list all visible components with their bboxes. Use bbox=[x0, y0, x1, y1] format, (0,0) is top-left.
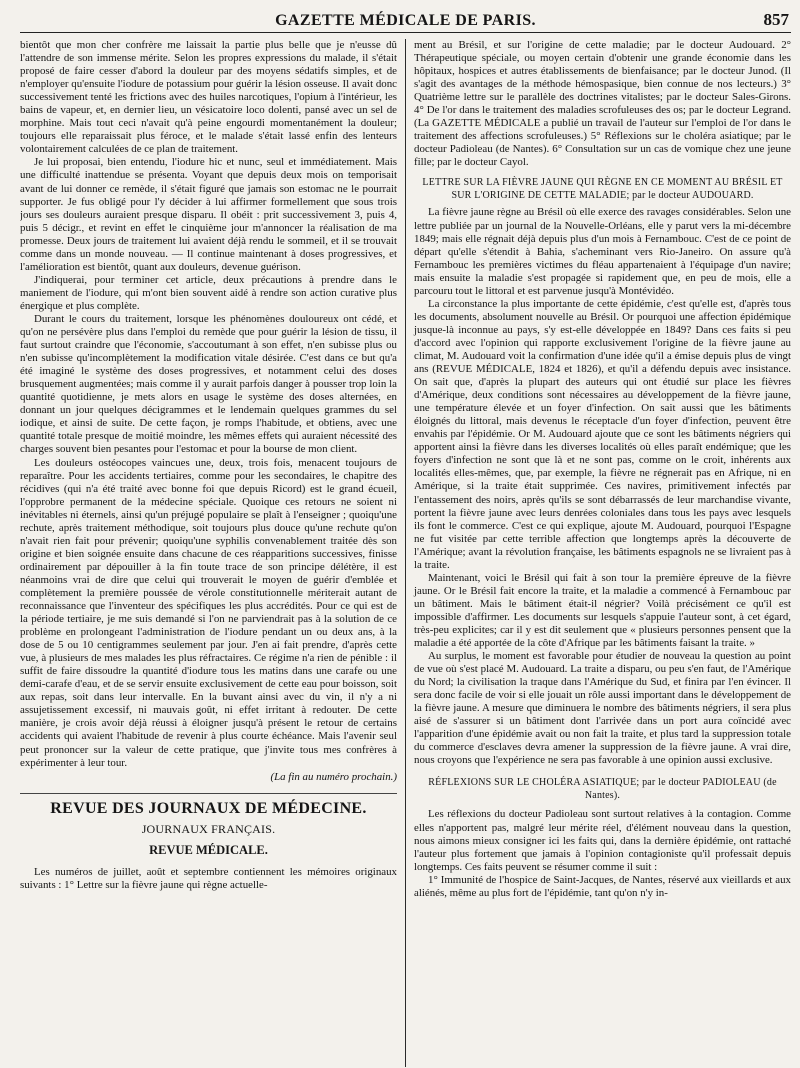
journal-title: GAZETTE MÉDICALE DE PARIS. bbox=[275, 12, 536, 29]
paragraph: Les douleurs ostéocopes vaincues une, deux, trois fois, menacent toujours de reparaître. Pour les accidents tertiaires, comme pour les secondaires, le chapitre des récidives (qui n'a été traité avec bonne foi que depuis Ricord) est le grand écueil, l'opprobre permanent de la médecine spéciale. Quoique ces retours ne soient ni inévitables ni éternels, ainsi qu'un préjugé populaire se plaît à l'enseigner ; quoiqu'une rechute, après traitement méthodique, soit toujours plus douce qu'une rechute qu'on n'avait rien fait pour prévenir; quoiqu'une syphilis convenablement traitée dès son origine et bien soignée ensuite dans chacune de ces réapparitions successives, finisse ordinairement par dépouiller à la fin toute trace de son principe délétère, il est néanmoins vrai de dire que celui qui trouverait le moyen de guérir d'emblée et complètement la première poussée de vérole constitutionnelle mériterait autant de reconnaissance que l'inventeur des spécifiques les plus accrédités. Pour ce qui est de la période tertiaire, je me suis demandé si l'on ne parviendrait pas à la solution de ce problème en prolongeant l'administration de l'iodure pendant un ou deux ans, à la dose de 5 ou 10 centigrammes seulement par jour. J'en ai fait prendre, d'après cette vue, à plusieurs de mes malades les plus réfractaires. Ce régime n'a rien de pénible : il suffit de faire dissoudre la quantité d'iodure tous les matins dans une carafe ou une demi-carafe d'eau, et de se servir ensuite exclusivement de cette eau pour boisson, soit aux repas, soit dans leur intervalle. En la buvant ainsi avec du vin, il n'y a ni assujetissement excessif, ni mauvais goût, ni effet irritant à redouter. De cette manière, je crois avoir déjà réussi à éloigner jusqu'à présent le retour de certains accidents qui avaient l'habitude de revenir à plus courte échéance. Mais l'avenir seul peut prononcer sur la valeur de cette pratique, que j'invite tous mes confrères à expérimenter à leur tour. bbox=[20, 456, 397, 769]
paragraph: Maintenant, voici le Brésil qui fait à son tour la première épreuve de la fièvre jaune. Or le Brésil fait encore la traite, et la maladie a commencé à Fernambouc par un bâtiment. Mais le bâtiment était-il négrier? Voilà précisément ce qu'il est impossible d'affirmer. Les documents sur lesquels s'appuie l'auteur sont, à cet égard, très-peu explicites; car il y est dit seulement que « plusieurs personnes pensent que la maladie a été apportée de la côte d'Afrique par les bâtiments faisant la traite. » bbox=[414, 571, 791, 650]
section-title: REVUE DES JOURNAUX DE MÉDECINE. bbox=[50, 799, 367, 817]
subsection-title: REVUE MÉDICALE. bbox=[149, 842, 268, 857]
paragraph: La circonstance la plus importante de cette épidémie, c'est qu'elle est, d'après tous les documents, absolument nouvelle au Brésil. Or pourquoi une affection épidémique jusque-là inconnue au pays, s'y est-elle développée en 1849? Dans ces faits si peu d'accord avec l'opinion qui rapporte exclusivement l'origine de la fièvre jaune au climat, M. Audouard voit la confirmation d'une idée qu'il a émise depuis plus de vingt ans (REVUE MÉDICALE, 1824 et 1826), et qu'il a défendu depuis avec insistance. On sait que, d'après la plupart des auteurs qui ont étudié sur place les fièvres d'Amérique, deux conditions sont nécessaires au développement de la fièvre jaune, une température élevée et un foyer d'infection. On sait aussi que les bâtiments éloignés du littoral, mais devenus le réceptacle d'un foyer d'infection, peuvent être envahis par l'épidémie. Or M. Audouard ajoute que ce sont les bâtiments négriers qui apportent ainsi la fièvre dans les diverses localités où elles paraît endémique; que les foyers d'infection ne sont que là et ne sont pas, comme on le croit, inhérents aux localités elles-mêmes, que, par exemple, la fièvre ne régnerait pas en Afrique, ni en Amérique, si la traite était supprimée. Ces navires, primitivement infectés par l'entassement des noirs, après qu'ils se sont débarrassés de leur marchandise vivante, portent la fièvre jaune avec leurs denrées coloniales dans tous les pays avec lesquels ils font le commerce. C'est ce qui explique, ajoute M. Audouard, pourquoi l'Espagne ne fut visitée par cette terrible affection que longtemps après la découverte de l'Amérique; avant la révolution française, les bâtiments espagnols ne se livraient pas à la traite. bbox=[414, 297, 791, 571]
paragraph: 1° Immunité de l'hospice de Saint-Jacques, de Nantes, réservé aux vieillards et aux aliénés, même au plus fort de l'épidémie, tant qu'on n'y in- bbox=[414, 873, 791, 899]
page-number: 857 bbox=[763, 10, 789, 29]
paragraph: J'indiquerai, pour terminer cet article, deux précautions à prendre dans le maniement de l'iodure, qui m'ont bien souvent aidé à rendre son action curative plus énergique et plus complète. bbox=[20, 273, 397, 312]
paragraph: Les numéros de juillet, août et septembre contiennent les mémoires originaux suivants : 1° Lettre sur la fièvre jaune qui règne actuelle- bbox=[20, 865, 397, 891]
right-column bbox=[406, 39, 791, 1067]
paragraph: Je lui proposai, bien entendu, l'iodure hic et nunc, seul et immédiatement. Mais une difficulté inattendue se présenta. Voyant que depuis deux mois on temporisait avant de lui donner ce remède, il s'était figuré que jamais son estomac ne le pourrait supporter. Je fus obligé pour l'y décider à lui affirmer formellement que sous trois jours ses douleurs auraient presque disparu. Il obéit : prit successivement 3, puis 4, puis 5 décigr., et revint en effet le cinquième jour m'annoncer la réalisation de ma promesse. Deux jours de traitement lui avaient déjà rendu le sommeil, et il se trouvait comme dans un monde nouveau. — Il continue maintenant à doses progressives, et l'amélioration est bientôt, quant aux douleurs, devenue guérison. bbox=[20, 156, 397, 273]
subsection-title: JOURNAUX FRANÇAIS. bbox=[141, 821, 276, 836]
divider bbox=[20, 793, 397, 794]
paragraph: Au surplus, le moment est favorable pour étudier de nouveau la question au point de vue où s'est placé M. Audouard. La traite a disparu, ou peu s'en faut, de l'Amérique du Nord; la civilisation la traque dans l'Amérique du Sud, et finira par l'en évincer. Il sera donc facile de voir si elle jouait un rôle aussi important dans le développement de la fièvre jaune. A mesure que diminuera le nombre des bâtiments négriers, il sera plus aisé de s'assurer si un bâtiment dont l'arrivée dans un port aura coïncidé avec l'apparition d'une épidémie avait ou non fait la traite, et plus tard la suppression totale du commerce d'esclaves devra amener la suppression de la fièvre jaune. A vrai dire, nous croyons que l'expérience ne sera pas favorable à une opinion aussi exclusive. bbox=[414, 650, 791, 767]
article-heading: RÉFLEXIONS SUR LE CHOLÉRA ASIATIQUE; par le docteur PADIOLEAU (de Nantes). bbox=[428, 777, 777, 801]
paragraph: Les réflexions du docteur Padioleau sont surtout relatives à la contagion. Comme elles n'apportent pas, malgré leur mérite réel, d'élément nouveau dans la question, nous aimons mieux consigner ici les faits qui, dans la dernière épidémie, ont rattaché l'auteur plus fortement que jamais à l'opinion contagioniste qu'il professait depuis longtemps. Ces faits peuvent se résumer comme il suit : bbox=[414, 808, 791, 873]
columns bbox=[20, 39, 791, 1067]
paragraph: bientôt que mon cher confrère me laissait la partie plus belle que je n'eusse dû l'attendre de son immense mérite. Selon les propres expressions du malade, il s'était proposé de faire cesser d'abord la douleur par des moyens sédatifs simples, et de n'employer qu'ensuite l'iodure de potassium pour guérir la lésion osseuse. Il avait donc successivement tenté les frictions avec des huiles narcotiques, l'opium à l'intérieur, les bains de vapeur, et, en dernier lieu, un vésicatoire loco dolenti, pansé avec un sel de morphine. Mais tout ceci n'avait qu'à peine engourdi momentanément la douleur; toujours elle reparaissait plus féroce, et le malade s'était lassé enfin des lenteurs volontairement calculées de ce plan de traitement. bbox=[20, 39, 397, 156]
continuation-note: (La fin au numéro prochain.) bbox=[270, 770, 397, 783]
article-heading: LETTRE SUR LA FIÈVRE JAUNE QUI RÈGNE EN CE MOMENT AU BRÉSIL ET SUR L'ORIGINE DE CETTE MALADIE; par le docteur AUDOUARD. bbox=[422, 177, 783, 201]
left-column bbox=[20, 39, 405, 1067]
page-header bbox=[20, 6, 791, 33]
paragraph: Durant le cours du traitement, lorsque les phénomènes douloureux ont cédé, et qu'on ne persévère plus dans l'emploi du remède que pour guérir la lésion de tissu, il faut surtout craindre que l'économie, s'accoutumant à son effet, n'en subisse plus ou n'en subisse qu'incomplètement la modification vitale désirée. C'est dans ce but qu'a été imaginé le système des doses progressives, et notamment celui des doses brusquement augmentées; mais comme il y aurait parfois danger à pousser trop loin la quantité quotidienne, je mets alors en usage le système des doses alternées, en donnant un jour quelques décigrammes et le lendemain quelques grammes du sel iodique, et ainsi de suite. De cette façon, je romps l'habitude, et obtiens, avec une quantité totale presque de moitié moindre, les mêmes effets qui auraient nécessité des charges souvent bien pesantes pour l'estomac et pour la bourse de mon client. bbox=[20, 312, 397, 456]
paragraph: La fièvre jaune règne au Brésil où elle exerce des ravages considérables. Selon une lettre publiée par un journal de la Nouvelle-Orléans, elle y parut vers la mi-décembre 1849; mais elle régnait déjà depuis plus d'un mois à Fernambouc. C'est de ce point de départ qu'elle s'étendit à Bahia, s'acheminant vers Rio-Janeiro. On assure qu'à Fernambouc les premières victimes du fléau appartenaient à l'équipage d'un navire; mais ensuite la maladie s'est propagée si rapidement que, en peu de mois, elle a parcouru tout le littoral et est parvenue jusqu'à Montévidéo. bbox=[414, 206, 791, 297]
paragraph: ment au Brésil, et sur l'origine de cette maladie; par le docteur Audouard. 2° Thérapeutique spéciale, ou moyen certain d'obtenir une grande économie dans les hôpitaux, hospices et autres établissements de bienfaisance; par le docteur Junod. (Il s'agit des avantages de la méthode hémospasique, bien connue de nos lecteurs.) 3° Quatrième lettre sur le parallèle des doctrines vitalistes; par le docteur Sales-Girons. 4° De l'or dans le traitement des maladies scrofuleuses des os; par le docteur Legrand. (La GAZETTE MÉDICALE a publié un travail de l'auteur sur l'emploi de l'or dans le traitement des affections scrofuleuses.) 5° Réflexions sur le choléra asiatique; par le docteur Padioleau (de Nantes). 6° Consultation sur un cas de vomique chez une jeune fille; par le docteur Cayol. bbox=[414, 39, 791, 169]
